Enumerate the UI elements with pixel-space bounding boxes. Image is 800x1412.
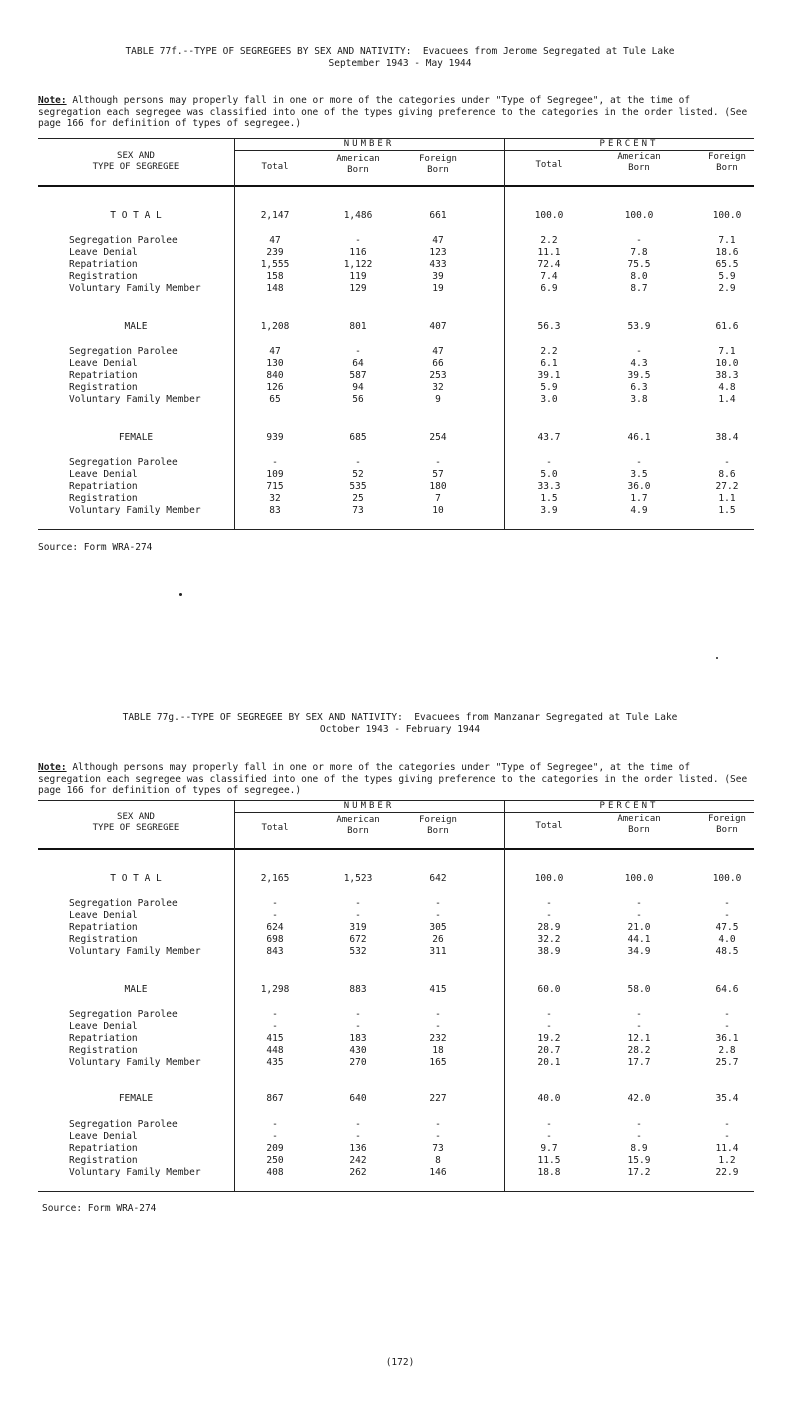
data-table — [38, 138, 754, 530]
table-row: Repatriation 840 587 253 39.1 39.5 38.3 — [69, 370, 739, 381]
table-row: Leave Denial 130 64 66 6.1 4.3 10.0 — [69, 358, 739, 369]
table-row: Leave Denial - - - - - - — [69, 910, 730, 921]
col-header-foreign-born: Foreign Born — [419, 815, 457, 836]
number-group-header: NUMBER — [343, 139, 395, 149]
percent-group-header: PERCENT — [599, 139, 659, 149]
stray-mark — [179, 593, 182, 596]
table-title-line1: TABLE 77f.--TYPE OF SEGREGEES BY SEX AND NATIVITY: Evacuees from Jerome Segregated at Tule Lake — [125, 46, 675, 57]
table-title-line2: September 1943 - May 1944 — [328, 58, 472, 69]
table-row: Registration 32 25 7 1.5 1.7 1.1 — [69, 493, 736, 504]
table-row: Segregation Parolee - - - - - - — [69, 1119, 730, 1130]
stray-mark — [716, 657, 718, 659]
table-row: Registration 250 242 8 11.5 15.9 1.2 — [69, 1155, 736, 1166]
percent-group-header: PERCENT — [599, 801, 659, 811]
number-group-header: NUMBER — [343, 801, 395, 811]
table-row: Repatriation 715 535 180 33.3 36.0 27.2 — [69, 481, 739, 492]
col-header-american-born: American Born — [336, 815, 380, 836]
table-row: Voluntary Family Member 408 262 146 18.8 17.2 22.9 — [69, 1167, 739, 1178]
section-female-row: FEMALE 939 685 254 43.7 46.1 38.4 — [118, 432, 739, 443]
table-title-line2: October 1943 - February 1944 — [319, 724, 481, 735]
section-male-row: MALE 1,298 883 415 60.0 58.0 64.6 — [124, 984, 739, 995]
table-title-line1: TABLE 77g.--TYPE OF SEGREGEE BY SEX AND NATIVITY: Evacuees from Manzanar Segregated at Tule Lake — [122, 712, 678, 723]
table-row: Repatriation 415 183 232 19.2 12.1 36.1 — [69, 1033, 739, 1044]
section-female-row: FEMALE 867 640 227 40.0 42.0 35.4 — [118, 1093, 739, 1104]
col-header-american-born: American Born — [336, 154, 380, 175]
section-male-row: MALE 1,208 801 407 56.3 53.9 61.6 — [124, 321, 739, 332]
table-row: Segregation Parolee - - - - - - — [69, 1009, 730, 1020]
table-source: Source: Form WRA-274 — [42, 1203, 157, 1214]
table-source: Source: Form WRA-274 — [38, 542, 153, 553]
table-row: Repatriation 624 319 305 28.9 21.0 47.5 — [69, 922, 739, 933]
table-row: Voluntary Family Member 65 56 9 3.0 3.8 1.4 — [69, 394, 736, 405]
table-row: Registration 448 430 18 20.7 28.2 2.8 — [69, 1045, 736, 1056]
col-header-pct-total: Total — [535, 160, 563, 170]
table-row: Repatriation 209 136 73 9.7 8.9 11.4 — [69, 1143, 739, 1154]
table-row: Registration 158 119 39 7.4 8.0 5.9 — [69, 271, 736, 282]
data-table — [38, 800, 754, 1192]
table-row: Leave Denial 109 52 57 5.0 3.5 8.6 — [69, 469, 736, 480]
table-row: Segregation Parolee - - - - - - — [69, 898, 730, 909]
table-note — [38, 95, 758, 130]
note-label: Note: — [38, 95, 67, 106]
col-header-pct-total: Total — [535, 821, 563, 831]
table-note — [38, 762, 758, 797]
col-header-total: Total — [261, 162, 289, 172]
table-row: Segregation Parolee 47 - 47 2.2 - 7.1 — [69, 346, 736, 357]
table-row: Voluntary Family Member 83 73 10 3.9 4.9 1.5 — [69, 505, 736, 516]
stub-header: SEX AND TYPE OF SEGREGEE — [92, 812, 180, 833]
table-row: Leave Denial - - - - - - — [69, 1021, 730, 1032]
col-header-total: Total — [261, 823, 289, 833]
table-row: Segregation Parolee - - - - - - — [69, 457, 730, 468]
col-header-pct-american-born: American Born — [617, 814, 661, 835]
col-header-pct-american-born: American Born — [617, 152, 661, 173]
table-row: Leave Denial - - - - - - — [69, 1131, 730, 1142]
page-number: (172) — [385, 1357, 415, 1368]
col-header-foreign-born: Foreign Born — [419, 154, 457, 175]
col-header-pct-foreign-born: Foreign Born — [708, 814, 746, 835]
note-text: Although persons may properly fall in one or more of the categories under "Type of Segregee", at the time of segregation each segregee was classified into one of the types giving preference to the categories in the order listed. (See page 166 for definition of types of segregee.) — [38, 762, 748, 796]
note-label: Note: — [38, 762, 67, 773]
note-text: Although persons may properly fall in one or more of the categories under "Type of Segregee", at the time of segregation each segregee was classified into one of the types giving preference to the categories in the order listed. (See page 166 for definition of types of segregee.) — [38, 95, 748, 129]
section-total-row: T O T A L 2,165 1,523 642 100.0 100.0 100.0 — [110, 873, 742, 884]
table-row: Segregation Parolee 47 - 47 2.2 - 7.1 — [69, 235, 736, 246]
table-row: Registration 698 672 26 32.2 44.1 4.0 — [69, 934, 736, 945]
table-row: Registration 126 94 32 5.9 6.3 4.8 — [69, 382, 736, 393]
table-row: Leave Denial 239 116 123 11.1 7.8 18.6 — [69, 247, 739, 258]
table-row: Voluntary Family Member 148 129 19 6.9 8.7 2.9 — [69, 283, 736, 294]
col-header-pct-foreign-born: Foreign Born — [708, 152, 746, 173]
table-row: Repatriation 1,555 1,122 433 72.4 75.5 65.5 — [69, 259, 739, 270]
table-row: Voluntary Family Member 843 532 311 38.9 34.9 48.5 — [69, 946, 739, 957]
stub-header: SEX AND TYPE OF SEGREGEE — [92, 151, 180, 172]
section-total-row: T O T A L 2,147 1,486 661 100.0 100.0 100.0 — [110, 210, 742, 221]
table-row: Voluntary Family Member 435 270 165 20.1 17.7 25.7 — [69, 1057, 739, 1068]
